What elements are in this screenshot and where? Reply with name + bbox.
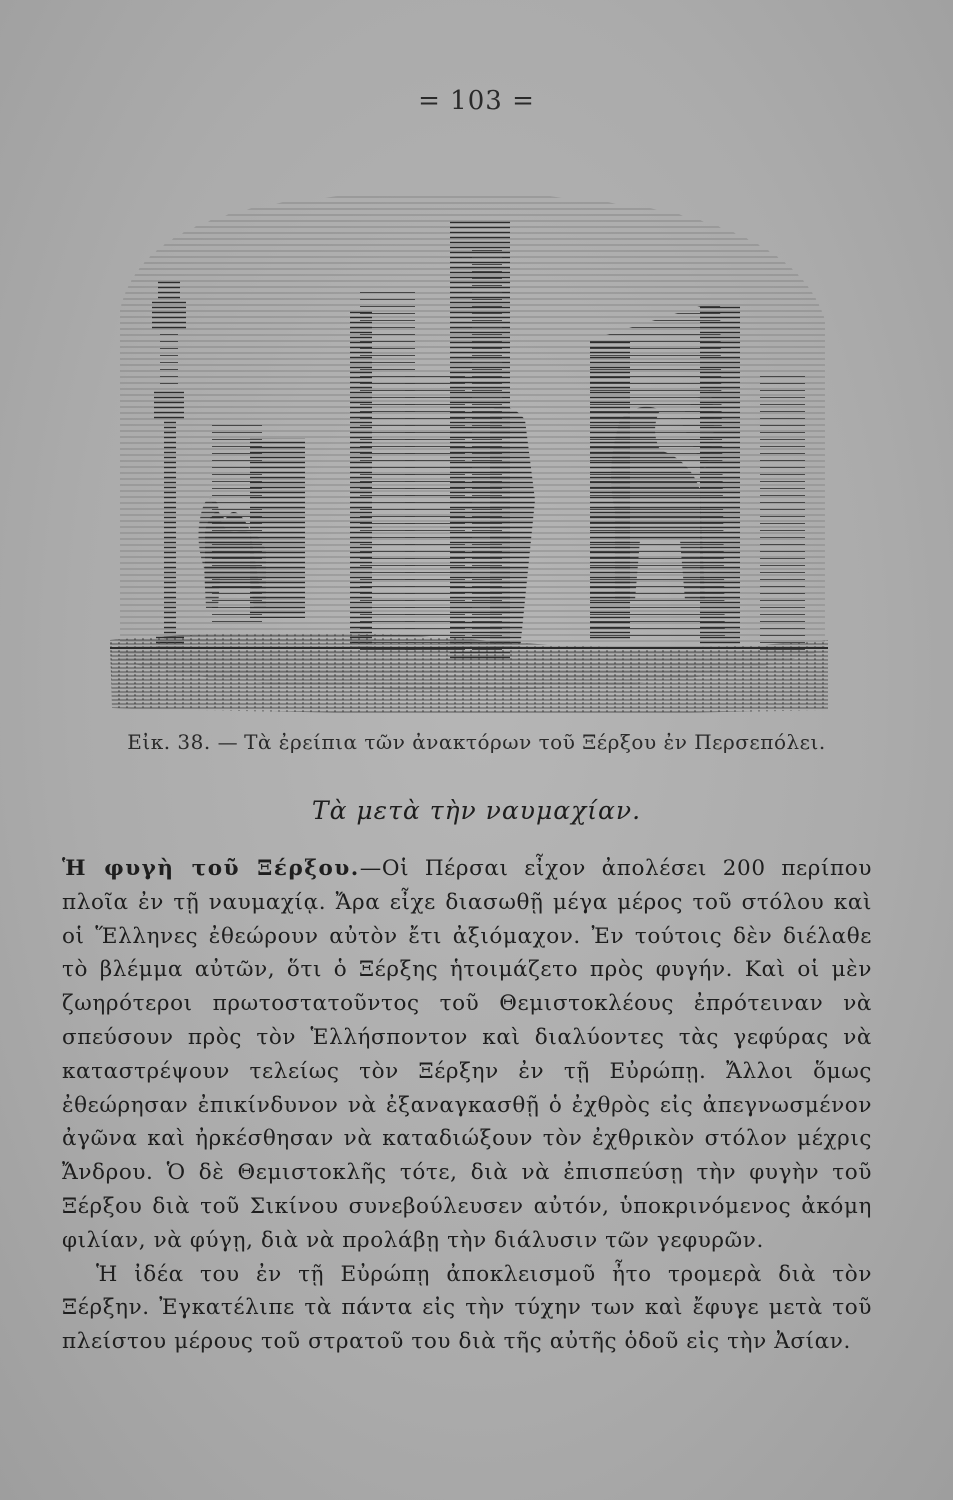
- paragraph: [62, 852, 872, 1258]
- paragraph: [62, 1258, 872, 1359]
- body-text: [62, 852, 872, 1359]
- page-number: = 103 =: [418, 86, 535, 116]
- figure-caption-label: Εἰκ. 38. —: [127, 730, 239, 754]
- figure-caption: [0, 730, 953, 754]
- persepolis-ruins-engraving: [100, 170, 840, 718]
- paragraph-text: —Οἱ Πέρσαι εἶχον ἀπολέσει 200 περίπου πλοῖα ἐν τῇ ναυμαχίᾳ. Ἄρα εἶχε διασωθῇ μέγα μέρος τοῦ στόλου καὶ οἱ Ἕλληνες ἐθεώρουν αὐτὸν ἔτι ἀξιόμαχον. Ἐν τούτοις δὲν διέλαθε τὸ βλέμμα αὐτῶν, ὅτι ὁ Ξέρξης ἡτοιμάζετο πρὸς φυγήν. Καὶ οἱ μὲν ζωηρότεροι πρωτοστατοῦντος τοῦ Θεμιστοκλέους ἐπρότειναν νὰ σπεύσουν πρὸς τὸν Ἑλλήσποντον καὶ διαλύοντες τὰς γεφύρας νὰ καταστρέψουν τελείως τὸν Ξέρξην ἐν τῇ Εὐρώπῃ. Ἄλλοι ὅμως ἐθεώρησαν ἐπικίνδυνον νὰ ἐξαναγκασθῇ ὁ ἐχθρὸς εἰς ἀπεγνωσμένον ἀγῶνα καὶ ἠρκέσθησαν νὰ καταδιώξουν τὸν ἐχθρικὸν στόλον μέχρις Ἄνδρου. Ὁ δὲ Θεμιστοκλῆς τότε, διὰ νὰ ἐπισπεύσῃ τὴν φυγὴν τοῦ Ξέρξου διὰ τοῦ Σικίνου συνεβούλευσεν αὐτόν, ὑποκρινόμενος ἀκόμη φιλίαν, νὰ φύγῃ, διὰ νὰ προλάβῃ τὴν διάλυσιν τῶν γεφυρῶν.: [62, 856, 872, 1253]
- figure-caption-text: Τὰ ἐρείπια τῶν ἀνακτόρων τοῦ Ξέρξου ἐν Περσεπόλει.: [244, 730, 826, 754]
- section-title: Τὰ μετὰ τὴν ναυμαχίαν.: [311, 796, 642, 825]
- paragraph-text: Ἡ ἰδέα του ἐν τῇ Εὐρώπῃ ἀποκλεισμοῦ ἦτο τρομερὰ διὰ τὸν Ξέρξην. Ἐγκατέλιπε τὰ πάντα εἰς τὴν τύχην των καὶ ἔφυγε μετὰ τοῦ πλείστου μέρους τοῦ στρατοῦ του διὰ τῆς αὐτῆς ὁδοῦ εἰς τὴν Ἀσίαν.: [62, 1261, 872, 1355]
- paragraph-lead: Ἡ φυγὴ τοῦ Ξέρξου.: [62, 856, 360, 881]
